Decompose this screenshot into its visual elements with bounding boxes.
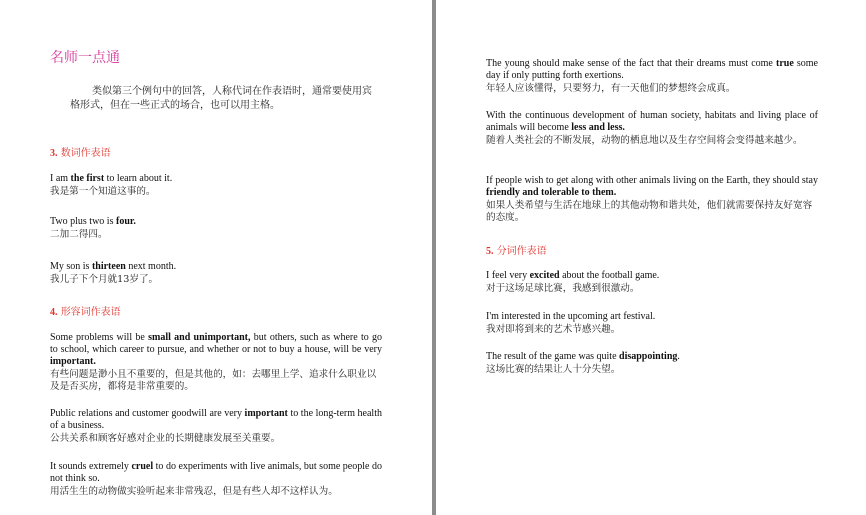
example-zh: 我是第一个知道这事的。 bbox=[50, 186, 156, 197]
example-block bbox=[486, 270, 818, 295]
example-en: Two plus two is four. bbox=[50, 216, 136, 227]
section-4-title: 形容词作表语 bbox=[60, 307, 121, 318]
example-block bbox=[50, 408, 382, 445]
example-block bbox=[50, 332, 382, 393]
example-zh: 对于这场足球比赛，我感到很激动。 bbox=[486, 283, 640, 294]
example-en: My son is thirteen next month. bbox=[50, 261, 177, 272]
section-4-heading bbox=[50, 303, 121, 318]
example-zh: 我儿子下个月就13岁了。 bbox=[50, 274, 159, 285]
example-zh: 这场比赛的结果让人十分失望。 bbox=[486, 364, 621, 375]
section-5-number: 5. bbox=[486, 246, 494, 257]
example-en: It sounds extremely cruel to do experiments with live animals, but some people do not think so. bbox=[50, 461, 382, 484]
example-zh: 如果人类希望与生活在地球上的其他动物和谐共处，他们就需要保持友好宽容的态度。 bbox=[486, 200, 813, 223]
example-block bbox=[50, 461, 382, 498]
example-zh: 二加二得四。 bbox=[50, 229, 108, 240]
right-page bbox=[436, 0, 866, 515]
example-block bbox=[486, 110, 818, 147]
example-en: The young should make sense of the fact that their dreams must come true some day if only putting forth exertions. bbox=[486, 58, 818, 81]
example-zh: 随着人类社会的不断发展，动物的栖息地以及生存空间将会变得越来越少。 bbox=[486, 135, 803, 146]
section-5-title: 分词作表语 bbox=[496, 246, 547, 257]
section-3-heading bbox=[50, 144, 111, 159]
example-en: If people wish to get along with other animals living on the Earth, they should stay friendly and tolerable to them. bbox=[486, 175, 818, 198]
section-4-number: 4. bbox=[50, 307, 58, 318]
example-zh: 有些问题是渺小且不重要的，但是其他的，如：去哪里上学、追求什么职业以及是否买房，都将是非常重要的。 bbox=[50, 369, 377, 392]
example-block bbox=[486, 175, 818, 224]
left-page bbox=[0, 0, 432, 515]
example-block bbox=[50, 261, 382, 286]
example-en: The result of the game was quite disappointing. bbox=[486, 351, 680, 362]
example-block bbox=[486, 351, 818, 376]
example-zh: 公共关系和顾客好感对企业的长期健康发展至关重要。 bbox=[50, 433, 281, 444]
example-block bbox=[50, 216, 382, 241]
section-5-heading bbox=[486, 242, 547, 257]
example-en: With the continuous development of human society, habitats and living place of animals will become less and less. bbox=[486, 110, 818, 133]
example-en: Public relations and customer goodwill are very important to the long-term health of a business. bbox=[50, 408, 382, 431]
example-zh: 年轻人应该懂得，只要努力，有一天他们的梦想终会成真。 bbox=[486, 83, 736, 94]
example-block bbox=[486, 58, 818, 95]
intro-paragraph: 类似第三个例句中的回答，人称代词在作表语时，通常要使用宾格形式，但在一些正式的场合，也可以用主格。 bbox=[70, 86, 372, 111]
example-zh: 我对即将到来的艺术节感兴趣。 bbox=[486, 324, 621, 335]
example-block bbox=[486, 311, 818, 336]
example-block bbox=[50, 173, 382, 198]
section-3-title: 数词作表语 bbox=[60, 148, 111, 159]
section-title: 名师一点通 bbox=[50, 50, 120, 66]
example-en: Some problems will be small and unimportant, but others, such as where to go to school, which career to pursue, and whether or not to buy a house, will be very important. bbox=[50, 332, 382, 367]
section-3-number: 3. bbox=[50, 148, 58, 159]
example-en: I feel very excited about the football game. bbox=[486, 270, 660, 281]
example-zh: 用活生生的动物做实验听起来非常残忍，但是有些人却不这样认为。 bbox=[50, 486, 338, 497]
example-en: I'm interested in the upcoming art festival. bbox=[486, 311, 656, 322]
example-en: I am the first to learn about it. bbox=[50, 173, 173, 184]
